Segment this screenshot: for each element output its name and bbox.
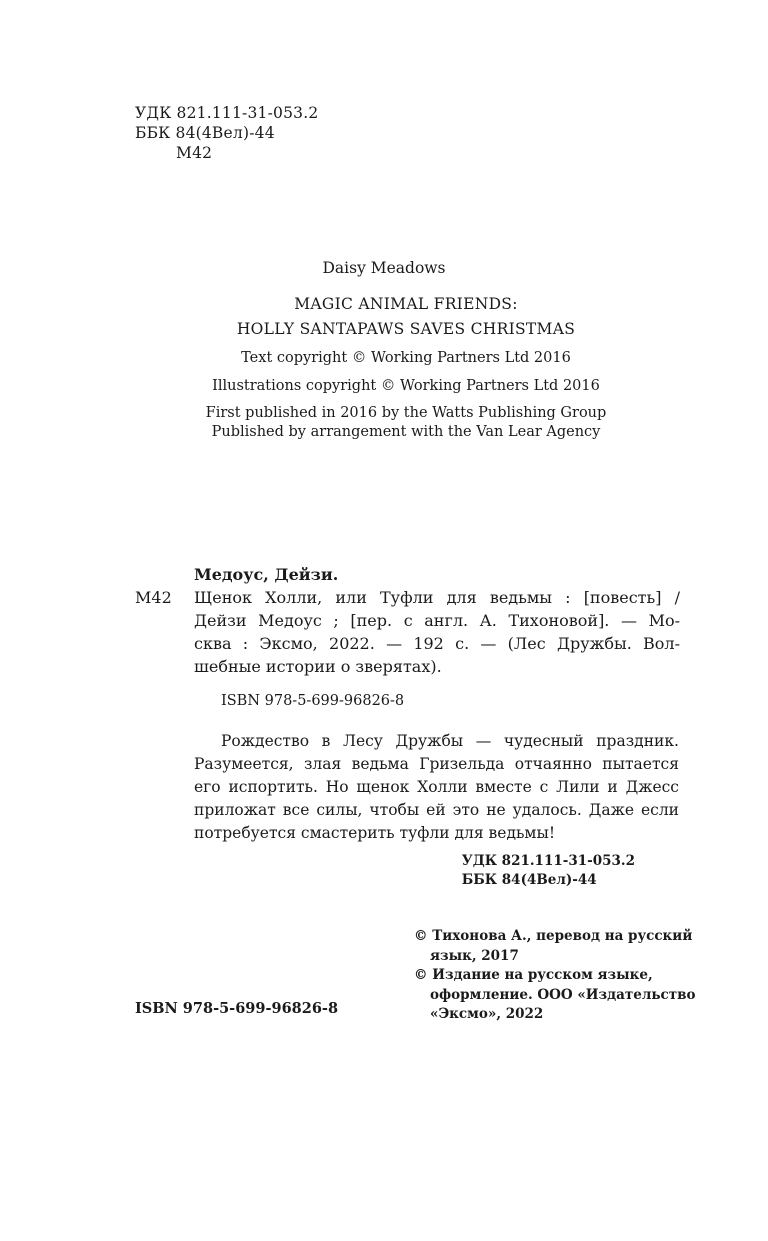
author-mark: М42 xyxy=(176,144,213,162)
isbn-record: ISBN 978-5-699-96826-8 xyxy=(221,693,405,709)
translation-copyright: © Тихонова А., перевод на русский xyxy=(414,928,693,944)
annotation xyxy=(194,730,679,845)
bibliographic-record xyxy=(135,563,680,678)
bottom-bbk-code: ББК 84(4Вел)-44 xyxy=(461,872,597,888)
annotation-line-2: Разумеется, злая ведьма Гризельда отчаянно пытается xyxy=(194,755,679,773)
original-copyright-block xyxy=(0,349,768,442)
bibliographic-description xyxy=(135,586,680,678)
edition-copyright: © Издание на русском языке, xyxy=(414,967,653,983)
annotation-line-5: потребуется смастерить туфли для ведьмы! xyxy=(194,824,556,842)
original-title-line-2: HOLLY SANTAPAWS SAVES CHRISTMAS xyxy=(236,320,576,338)
original-title xyxy=(0,292,768,342)
russian-copyright-block xyxy=(414,927,695,1025)
first-published: First published in 2016 by the Watts Publishing Group xyxy=(205,405,607,421)
udk-code: УДК 821.111-31-053.2 xyxy=(135,104,319,122)
original-title-line-1: MAGIC ANIMAL FRIENDS: xyxy=(294,295,518,313)
annotation-line-3: его испортить. Но щенок Холли вместе с Лили и Джесс xyxy=(194,778,679,796)
arrangement-note: Published by arrangement with the Van Lear Agency xyxy=(211,424,601,440)
original-author: Daisy Meadows xyxy=(322,259,446,277)
bibliographic-line-4: шебные истории о зверятах). xyxy=(194,657,442,676)
bottom-classification-codes xyxy=(462,852,635,890)
bibliographic-line-1: Щенок Холли, или Туфли для ведьмы : [повесть] / xyxy=(194,588,680,607)
edition-copyright-publisher: «Эксмо», 2022 xyxy=(430,1006,544,1022)
bibliographic-line-2: Дейзи Медоус ; [пер. с англ. А. Тихоновой]. — Мо- xyxy=(194,611,680,630)
bibliographic-line-3: сква : Эксмо, 2022. — 192 с. — (Лес Дружбы. Вол- xyxy=(194,634,680,653)
top-classification-codes xyxy=(135,103,318,163)
bibliographic-author-mark: М42 xyxy=(135,588,172,607)
russian-author: Медоус, Дейзи. xyxy=(194,565,339,584)
translation-copyright-year: язык, 2017 xyxy=(430,947,519,964)
text-copyright: Text copyright © Working Partners Ltd 2016 xyxy=(241,350,571,366)
bbk-code: ББК 84(4Вел)-44 xyxy=(135,124,275,142)
edition-copyright-design: оформление. ООО «Издательство xyxy=(430,986,696,1003)
annotation-line-4: приложат все силы, чтобы ей это не удалось. Даже если xyxy=(194,801,679,819)
bottom-udk-code: УДК 821.111-31-053.2 xyxy=(461,853,635,869)
illustrations-copyright: Illustrations copyright © Working Partners Ltd 2016 xyxy=(212,378,600,394)
annotation-line-1: Рождество в Лесу Дружбы — чудесный праздник. xyxy=(221,732,679,750)
isbn-bottom: ISBN 978-5-699-96826-8 xyxy=(135,1000,339,1017)
